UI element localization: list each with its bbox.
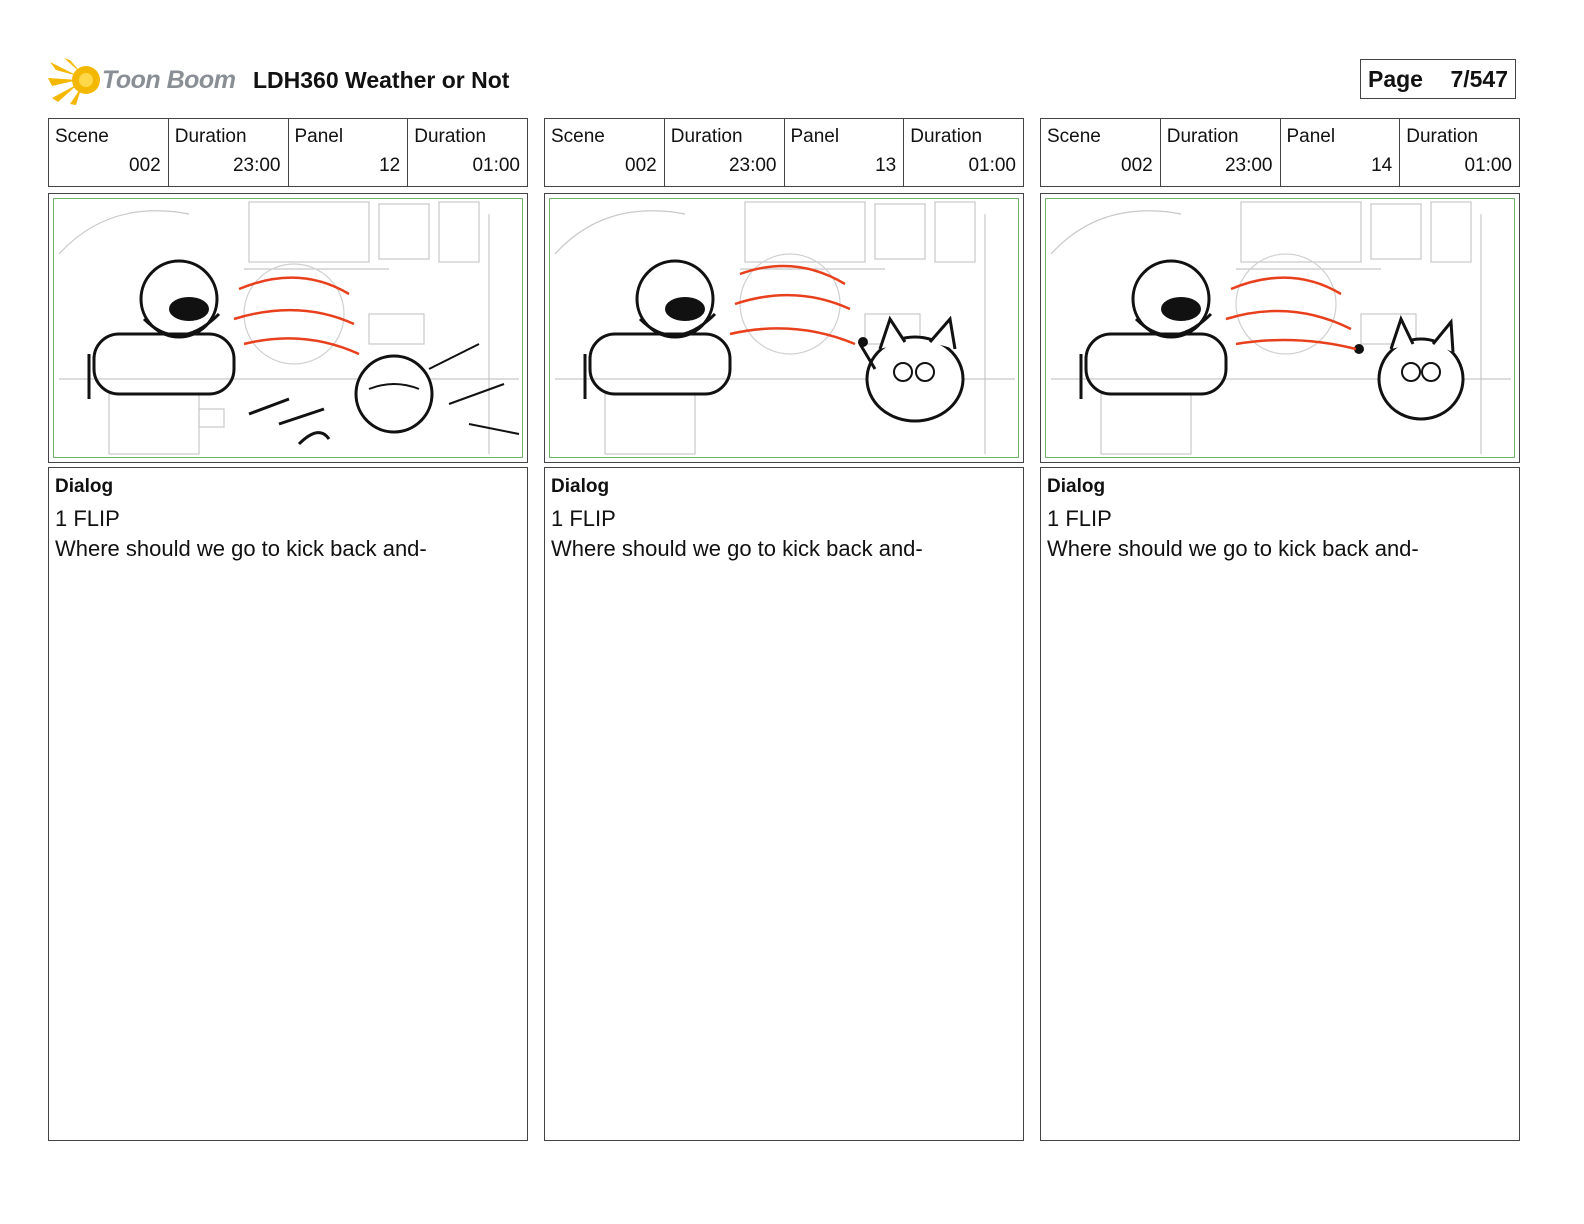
panel-label: Panel [294, 126, 344, 147]
scene-value: 002 [1121, 155, 1153, 176]
dialog-character: 1 FLIP [551, 506, 616, 531]
starburst-icon [48, 56, 104, 106]
scene-cell [545, 119, 665, 186]
page-indicator [1360, 59, 1516, 99]
scene-label: Scene [551, 126, 605, 147]
scene-cell [49, 119, 169, 186]
panel-cell [1281, 119, 1401, 186]
scene-label: Scene [1047, 126, 1101, 147]
sketch-image [49, 194, 528, 463]
dialog-box [48, 467, 528, 1141]
logo-text: Toon Boom [102, 66, 236, 94]
sketch-image [1041, 194, 1520, 463]
dialog-text: Where should we go to kick back and- [1047, 536, 1419, 561]
scene-duration-cell [169, 119, 289, 186]
panel-image-frame [48, 193, 528, 463]
panel-value: 13 [875, 155, 897, 176]
panel-value: 12 [379, 155, 401, 176]
panel-info-bar [1040, 118, 1520, 187]
dialog-character: 1 FLIP [55, 506, 120, 531]
scene-duration-cell [665, 119, 785, 186]
duration-value: 23:00 [728, 155, 777, 176]
panel-duration-cell [1400, 119, 1519, 186]
panel-duration-value: 01:00 [968, 155, 1016, 176]
dialog-text: Where should we go to kick back and- [551, 536, 923, 561]
toon-boom-logo [48, 56, 248, 106]
panel-duration-label: Duration [910, 126, 983, 147]
panel-duration-value: 01:00 [472, 155, 520, 176]
sketch-image [545, 194, 1024, 463]
panel-image-frame [1040, 193, 1520, 463]
page-header [48, 56, 1520, 106]
dialog-label: Dialog [551, 476, 610, 497]
page-number: 7/547 [1450, 65, 1508, 92]
panel-cell [289, 119, 409, 186]
page-label: Page [1368, 65, 1423, 92]
dialog-box [1040, 467, 1520, 1141]
dialog-label: Dialog [55, 476, 114, 497]
panel-duration-value: 01:00 [1464, 155, 1512, 176]
dialog-label: Dialog [1047, 476, 1106, 497]
panel-duration-label: Duration [1406, 126, 1479, 147]
scene-label: Scene [55, 126, 109, 147]
scene-value: 002 [625, 155, 657, 176]
duration-value: 23:00 [232, 155, 281, 176]
panel-label: Panel [790, 126, 840, 147]
panel-image-frame [544, 193, 1024, 463]
scene-value: 002 [129, 155, 161, 176]
scene-cell [1041, 119, 1161, 186]
panel-label: Panel [1286, 126, 1336, 147]
dialog-character: 1 FLIP [1047, 506, 1112, 531]
panel-duration-label: Duration [414, 126, 487, 147]
duration-label: Duration [1166, 126, 1239, 147]
document-title: LDH360 Weather or Not [253, 67, 510, 93]
panel-info-bar [544, 118, 1024, 187]
panel-info-bar [48, 118, 528, 187]
duration-value: 23:00 [1224, 155, 1273, 176]
duration-label: Duration [174, 126, 247, 147]
panel-value: 14 [1371, 155, 1393, 176]
dialog-box [544, 467, 1024, 1141]
scene-duration-cell [1161, 119, 1281, 186]
duration-label: Duration [670, 126, 743, 147]
panel-duration-cell [904, 119, 1023, 186]
panel-duration-cell [408, 119, 527, 186]
panel-cell [785, 119, 905, 186]
dialog-text: Where should we go to kick back and- [55, 536, 427, 561]
